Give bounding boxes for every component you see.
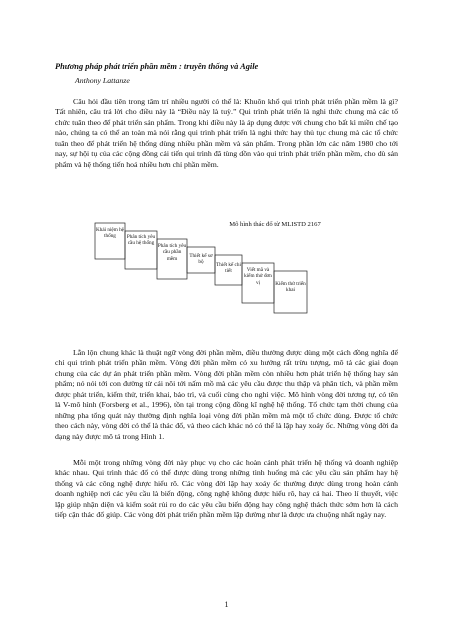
stage-coding-unit-test: Viết mã và kiểm thử đơn vị (244, 267, 272, 286)
stage-detailed-design: Thiết kế chi tiết (216, 262, 241, 275)
author-name: Anthony Lattanze (75, 76, 130, 85)
stage-preliminary-design: Thiết kế sơ bộ (189, 253, 213, 266)
stage-deployment-test: Kiểm thử triển khai (275, 281, 306, 294)
figure-caption: Mô hình thác đổ từ MLISTD 2167 (229, 221, 321, 228)
stage-system-requirements: Phân tích yêu cầu hệ thống (126, 234, 156, 247)
paragraph-2: Lẫn lộn chung khác là thuật ngữ vòng đời phần mềm, điều thường được dùng một cách đồng nghĩa để chỉ qui trình phát triển phần mềm. Vòng đời phần mềm có xu hướng rất trừu tượng, mô tả các giai đoạn chung của các dự án phát triển phần mềm. Vòng đời phần mềm còn nhiều hơn phát triển hệ thống hay sản phẩm; nó nói tới con đường từ cái nôi tới nấm mồ mà các yêu cầu được thu thập và phân tích, và phần mềm được phát triển, kiểm thử, triển khai, bảo trì, và cuối cùng cho nghỉ việc. Mô hình vòng đời tương tự, có tên là V-mô hình (Forsberg et al., 1996), tồn tại trong cộng đồng kĩ nghệ hệ thống. Tổ chức tạm thời chung của những pha tổng quát này thường định nghĩa loại vòng đời phần mềm mà một tổ chức dùng. Được tổ chức theo cách này, vòng đời có thể là thác đổ, và theo cách khác nó có thể là lặp hay xoáy ốc. Những vòng đời đa dạng này được mô tả trong Hình 1. (55, 348, 398, 441)
stage-system-concept: Khái niệm hệ thống (96, 227, 124, 240)
waterfall-diagram (55, 215, 398, 325)
document-title: Phương pháp phát triển phần mềm : truyền thống và Agile (55, 62, 259, 71)
paragraph-1: Câu hỏi đầu tiên trong tâm trí nhiều người có thể là: Khuôn khổ qui trình phát triển phần mềm là gì? Tất nhiên, câu trả lời cho điều này là “Điều này là tuỳ.” Qui trình phát triển là nghi thức chung mà các tổ chức tuân theo để phát triển sản phẩm. Trong khi điều này là áp dụng được với chung cho bất kì miền chế tạo nào, chúng ta có thể an toàn mà nói rằng qui trình phát triển là nghi thức hay thủ tục chung mà các tổ chức tuân theo để phát triển hệ thống dùng nhiều phần mềm và sản phẩm. Trong phần lớn các năm 1980 cho tới nay, sự hội tụ của các cộng đồng cải tiến qui trình đã tùng dồn vào qui trình phát triển phần mềm, cho dù sản phẩm và hệ thống tiến hoá nhiều hơn chỉ phần mềm. (55, 97, 398, 169)
page-number: 1 (224, 600, 229, 609)
stage-software-requirements: Phân tích yêu cầu phần mềm (157, 243, 187, 262)
paragraph-3: Mỗi một trong những vòng đời này phục vụ cho các hoàn cảnh phát triển hệ thống và doanh nghiệp khác nhau. Qui trình thác đổ có thể được dùng trong những tình huống mà các yêu cầu sản phẩm hay hệ thống và các công nghệ được hiểu rõ. Các vòng đời lặp hay xoáy ốc thường được dùng trong hoàn cảnh doanh nghiệp nơi các yêu cầu là biến động, công nghệ không được hiểu rõ, hay cả hai. Theo lí thuyết, việc lặp giúp nhận diện và kiểm soát rủi ro do các yêu cầu biến động hay công nghệ thách thức sớm hơn là cách tiếp cận thác đổ giúp. Các vòng đời phát triển phần mềm lặp đường như là được ưa chuộng nhất ngày nay. (55, 458, 398, 520)
